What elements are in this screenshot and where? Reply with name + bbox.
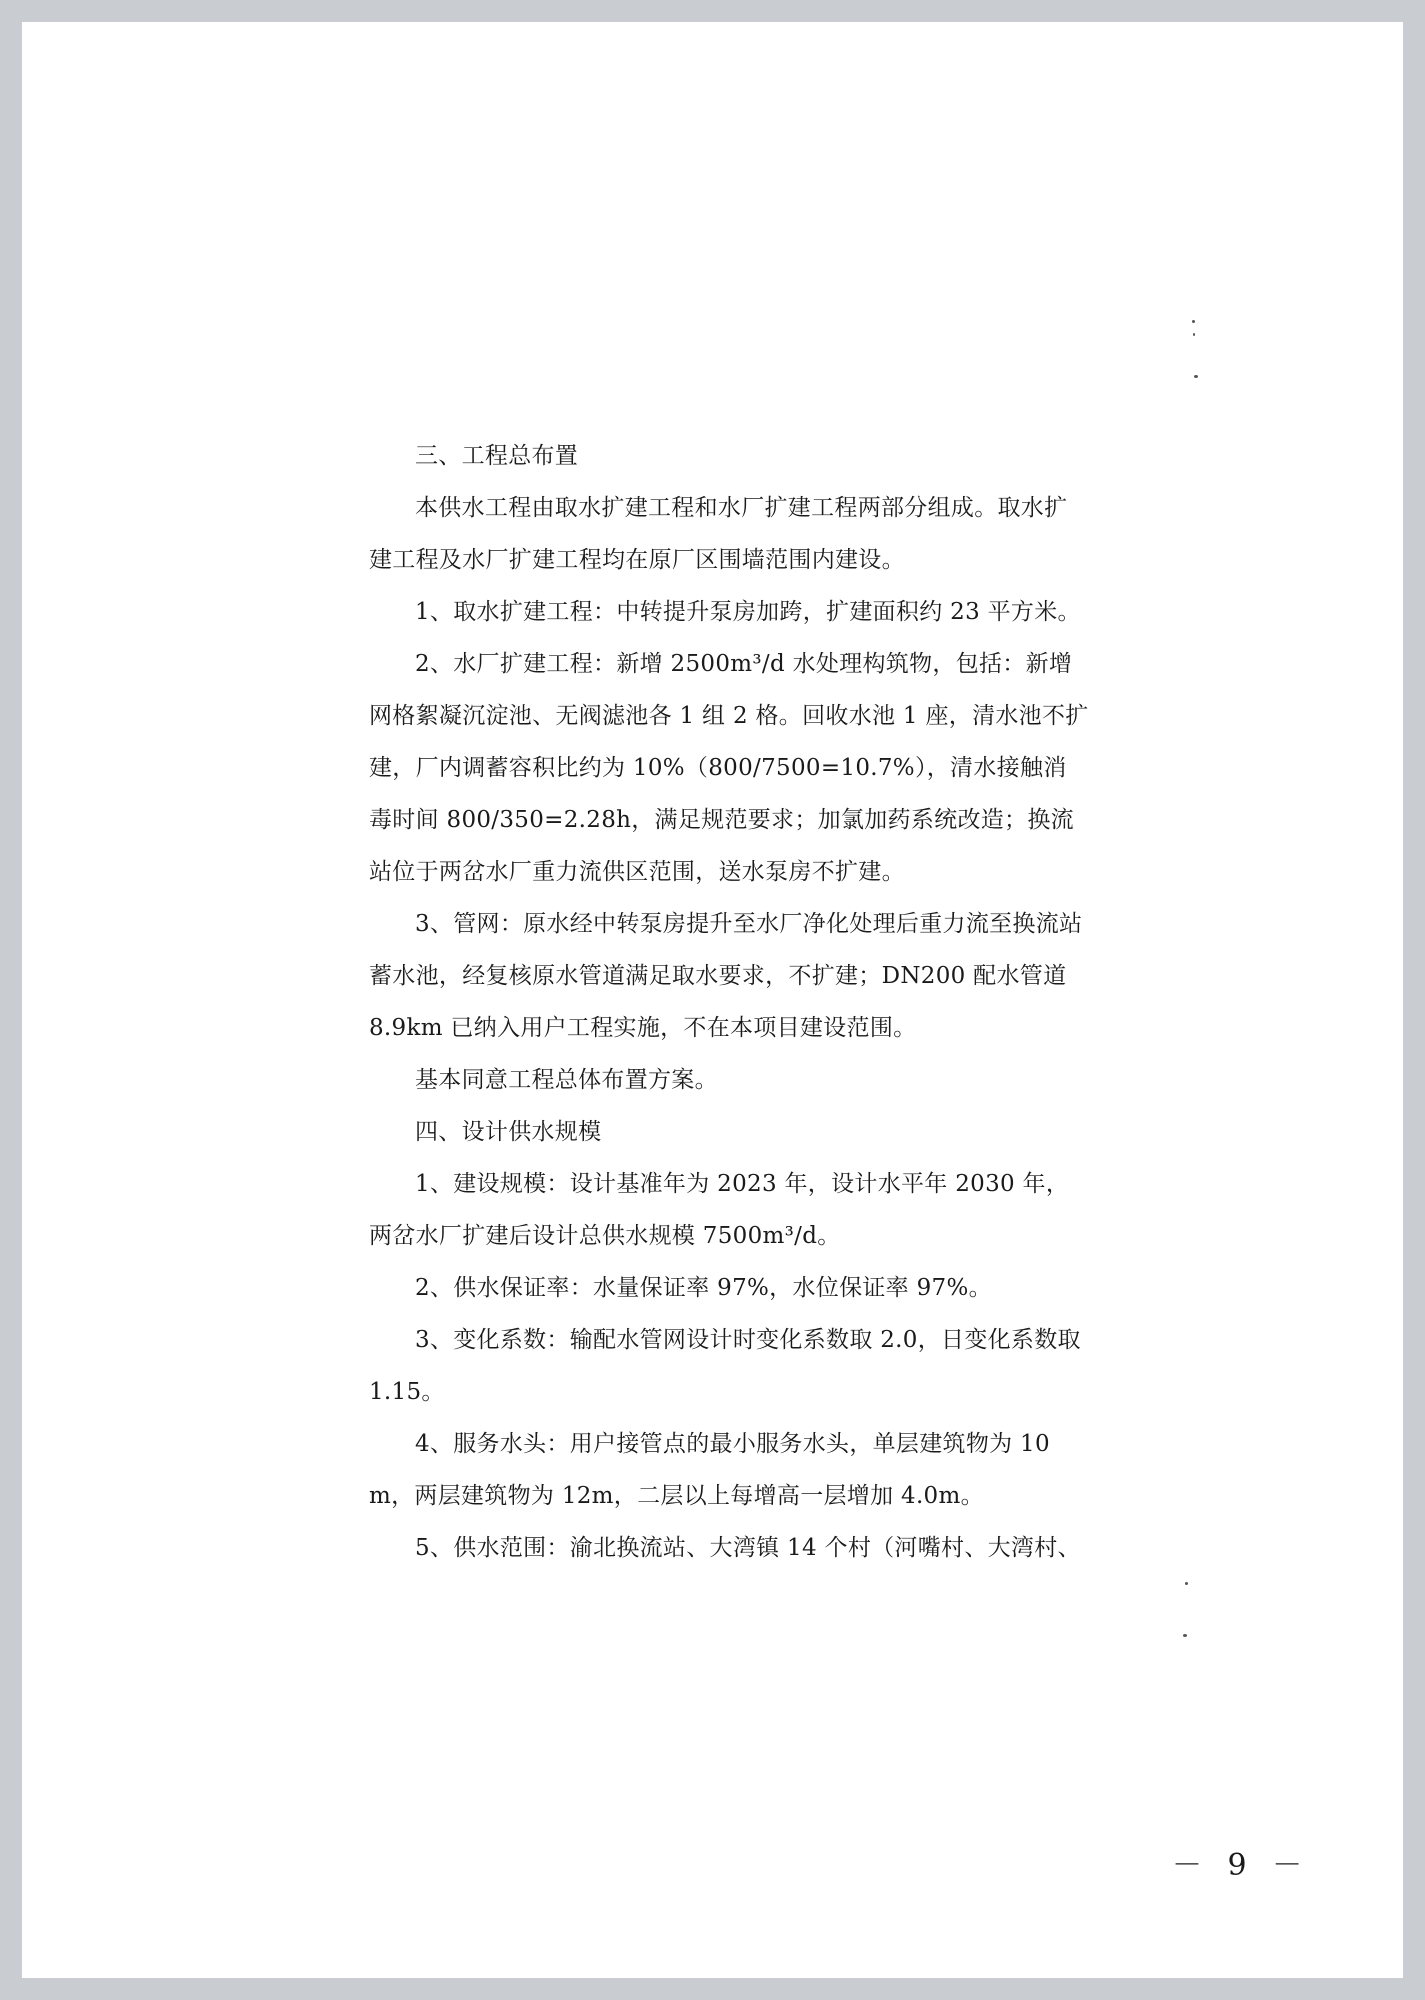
section-heading-scale: 四、设计供水规模 xyxy=(415,1119,602,1145)
paragraph-item-service-head: 4、服务水头：用户接管点的最小服务水头，单层建筑物为 10m，两层建筑物为 12m，二层以上每增高一层增加 4.0m。 xyxy=(369,1431,1050,1509)
document-page xyxy=(22,22,1403,1978)
scan-speck xyxy=(1193,333,1195,336)
paragraph-item-supply-range: 5、供水范围：渝北换流站、大湾镇 14 个村（河嘴村、大湾村、 xyxy=(415,1535,1081,1561)
page-number: － 9 － xyxy=(1172,1848,1311,1883)
paragraph-agreement: 基本同意工程总体布置方案。 xyxy=(415,1067,718,1093)
scan-speck xyxy=(1192,320,1195,323)
paragraph-item-construction-scale: 1、建设规模：设计基准年为 2023 年，设计水平年 2030 年，两岔水厂扩建后设计总供水规模 7500m³/d。 xyxy=(369,1171,1070,1249)
paragraph-item-plant: 2、水厂扩建工程：新增 2500m³/d 水处理构筑物，包括：新增网格絮凝沉淀池、无阀滤池各 1 组 2 格。回收水池 1 座，清水池不扩建，厂内调蓄容积比约为 10%（800/7500=10.7%），清水接触消毒时间 800/350=2.28h，满足规范要求；加氯加药系统改造；换流站位于两岔水厂重力流供区范围，送水泵房不扩建。 xyxy=(369,651,1089,885)
paragraph-item-variation-coefficient: 3、变化系数：输配水管网设计时变化系数取 2.0，日变化系数取 1.15。 xyxy=(369,1327,1081,1405)
paragraph-item-intake: 1、取水扩建工程：中转提升泵房加跨，扩建面积约 23 平方米。 xyxy=(415,599,1081,625)
paragraph-intro: 本供水工程由取水扩建工程和水厂扩建工程两部分组成。取水扩建工程及水厂扩建工程均在原厂区围墙范围内建设。 xyxy=(369,495,1068,573)
paragraph-item-pipe-network: 3、管网：原水经中转泵房提升至水厂净化处理后重力流至换流站蓄水池，经复核原水管道满足取水要求，不扩建；DN200 配水管道 8.9km 已纳入用户工程实施，不在本项目建设范围。 xyxy=(369,911,1083,1041)
paragraph-item-guarantee-rate: 2、供水保证率：水量保证率 97%，水位保证率 97%。 xyxy=(415,1275,992,1301)
document-body xyxy=(369,430,1089,1574)
scan-speck xyxy=(1194,375,1198,378)
section-heading-layout: 三、工程总布置 xyxy=(415,443,579,469)
scan-speck xyxy=(1183,1634,1187,1637)
scan-speck xyxy=(1185,1582,1188,1585)
